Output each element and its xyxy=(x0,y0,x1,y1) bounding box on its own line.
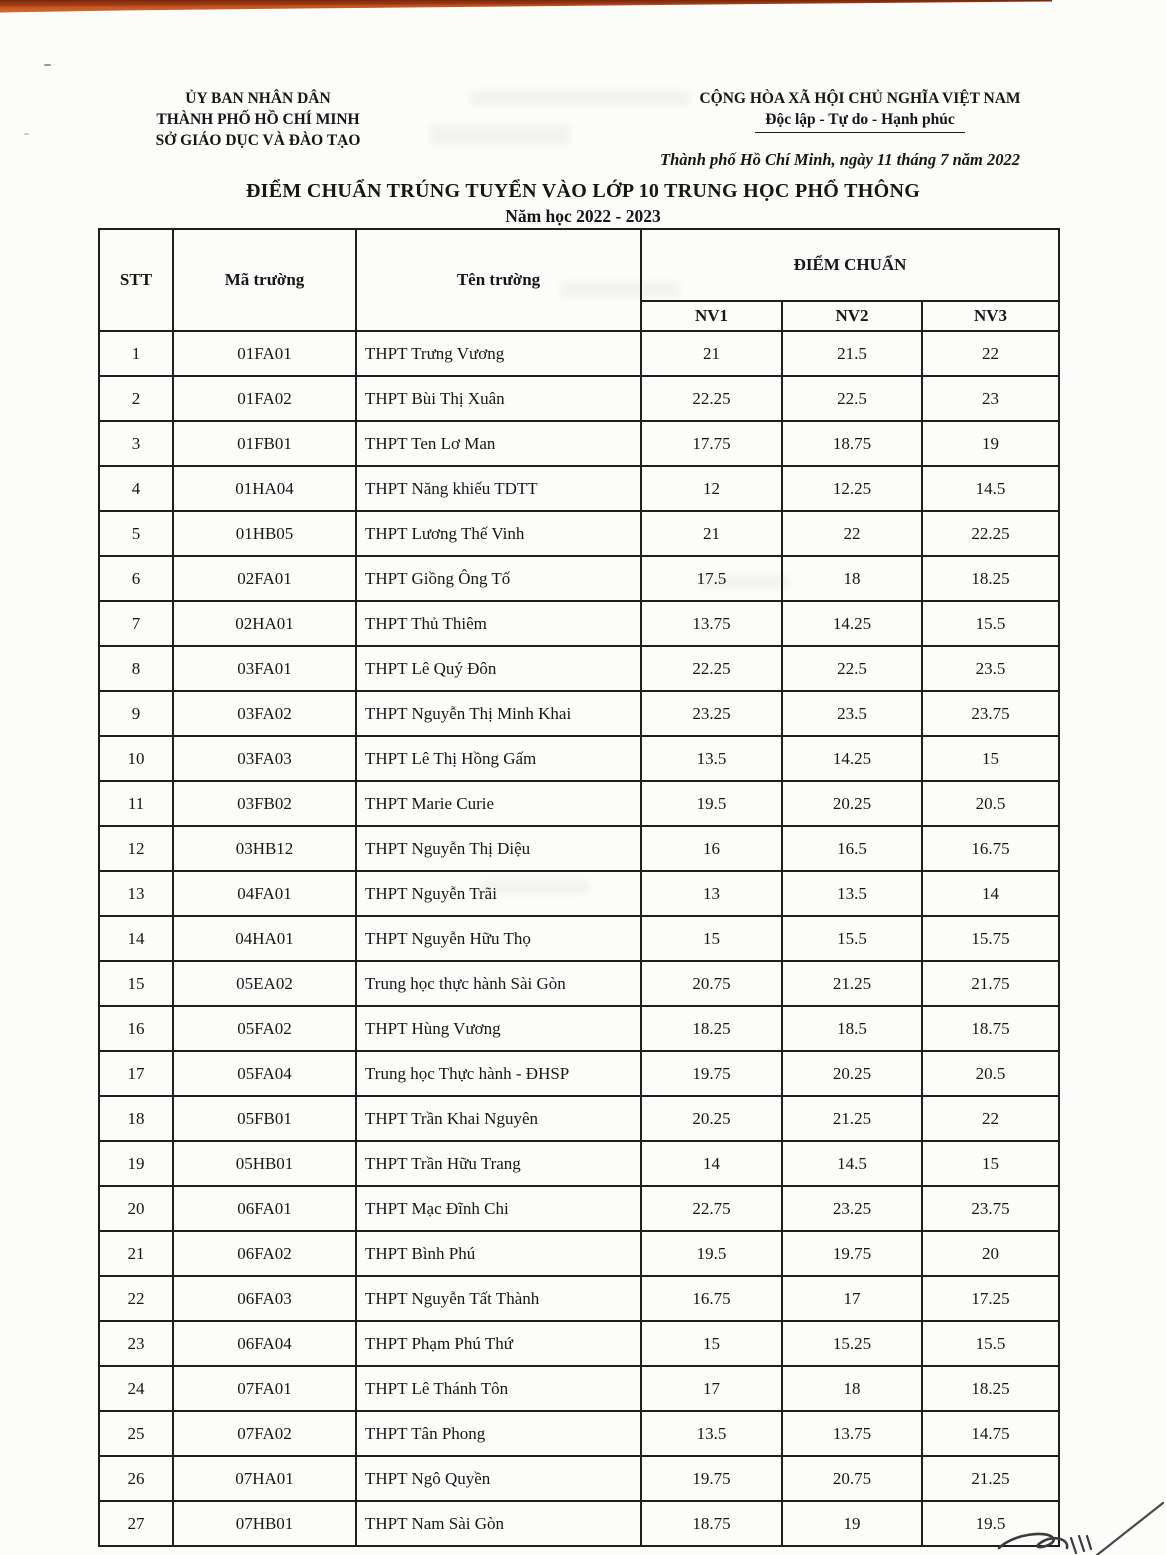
nv2-score-cell: 21.25 xyxy=(782,961,922,1006)
nv1-score-cell: 17.75 xyxy=(641,421,782,466)
nv3-score-cell: 19 xyxy=(922,421,1059,466)
nv2-score-cell: 23.5 xyxy=(782,691,922,736)
nv1-score-cell: 18.75 xyxy=(641,1501,782,1546)
nv1-score-cell: 13.5 xyxy=(641,1411,782,1456)
issuer-line-2: THÀNH PHỐ HỒ CHÍ MINH xyxy=(156,111,360,128)
stt-cell: 20 xyxy=(99,1186,173,1231)
school-code-cell: 02HA01 xyxy=(173,601,356,646)
school-code-cell: 01FA02 xyxy=(173,376,356,421)
table-row xyxy=(99,1366,1059,1411)
scan-speck xyxy=(44,64,51,66)
nv1-score-cell: 19.75 xyxy=(641,1051,782,1096)
nv3-score-cell: 18.25 xyxy=(922,556,1059,601)
school-code-cell: 05FA02 xyxy=(173,1006,356,1051)
school-name-cell: THPT Thủ Thiêm xyxy=(356,601,641,646)
nv2-score-cell: 12.25 xyxy=(782,466,922,511)
document-subtitle: Năm học 2022 - 2023 xyxy=(505,206,661,226)
table-row xyxy=(99,826,1059,871)
header-ma-truong: Mã trường xyxy=(173,229,356,331)
school-code-cell: 03FA02 xyxy=(173,691,356,736)
school-name-cell: THPT Trần Hữu Trang xyxy=(356,1141,641,1186)
nv1-score-cell: 16 xyxy=(641,826,782,871)
school-name-cell: THPT Nguyễn Thị Diệu xyxy=(356,826,641,871)
nv3-score-cell: 21.25 xyxy=(922,1456,1059,1501)
school-name-cell: THPT Nguyễn Trãi xyxy=(356,871,641,916)
nv3-score-cell: 14.5 xyxy=(922,466,1059,511)
stt-cell: 18 xyxy=(99,1096,173,1141)
nv1-score-cell: 17 xyxy=(641,1366,782,1411)
school-code-cell: 07FA02 xyxy=(173,1411,356,1456)
nv3-score-cell: 23.75 xyxy=(922,691,1059,736)
nv2-score-cell: 20.25 xyxy=(782,1051,922,1096)
nv1-score-cell: 12 xyxy=(641,466,782,511)
stt-cell: 24 xyxy=(99,1366,173,1411)
nv1-score-cell: 15 xyxy=(641,1321,782,1366)
school-code-cell: 04HA01 xyxy=(173,916,356,961)
school-name-cell: Trung học thực hành Sài Gòn xyxy=(356,961,641,1006)
header-nv3: NV3 xyxy=(922,301,1059,331)
nv1-score-cell: 20.25 xyxy=(641,1096,782,1141)
table-row xyxy=(99,916,1059,961)
nv1-score-cell: 19.5 xyxy=(641,1231,782,1276)
nv3-score-cell: 18.75 xyxy=(922,1006,1059,1051)
nv1-score-cell: 19.75 xyxy=(641,1456,782,1501)
school-code-cell: 01HA04 xyxy=(173,466,356,511)
nv1-score-cell: 17.5 xyxy=(641,556,782,601)
stt-cell: 25 xyxy=(99,1411,173,1456)
scan-speck xyxy=(24,133,29,135)
school-name-cell: THPT Nguyễn Tất Thành xyxy=(356,1276,641,1321)
header-nv2: NV2 xyxy=(782,301,922,331)
nv2-score-cell: 19.75 xyxy=(782,1231,922,1276)
nv2-score-cell: 13.75 xyxy=(782,1411,922,1456)
nv1-score-cell: 22.25 xyxy=(641,646,782,691)
nv1-score-cell: 13 xyxy=(641,871,782,916)
nv2-score-cell: 22.5 xyxy=(782,646,922,691)
nv3-score-cell: 20.5 xyxy=(922,781,1059,826)
table-header xyxy=(99,229,1059,331)
stt-cell: 9 xyxy=(99,691,173,736)
table-row xyxy=(99,1186,1059,1231)
nv2-score-cell: 22 xyxy=(782,511,922,556)
school-code-cell: 04FA01 xyxy=(173,871,356,916)
signature-squiggle xyxy=(985,1496,1166,1555)
table-row xyxy=(99,421,1059,466)
school-code-cell: 01FB01 xyxy=(173,421,356,466)
school-code-cell: 03FA03 xyxy=(173,736,356,781)
school-name-cell: Trung học Thực hành - ĐHSP xyxy=(356,1051,641,1096)
nv2-score-cell: 13.5 xyxy=(782,871,922,916)
nv1-score-cell: 15 xyxy=(641,916,782,961)
stt-cell: 21 xyxy=(99,1231,173,1276)
nv3-score-cell: 15 xyxy=(922,736,1059,781)
stt-cell: 27 xyxy=(99,1501,173,1546)
nv2-score-cell: 14.5 xyxy=(782,1141,922,1186)
school-name-cell: THPT Hùng Vương xyxy=(356,1006,641,1051)
table-row xyxy=(99,961,1059,1006)
nv2-score-cell: 17 xyxy=(782,1276,922,1321)
nv2-score-cell: 16.5 xyxy=(782,826,922,871)
school-name-cell: THPT Marie Curie xyxy=(356,781,641,826)
stt-cell: 1 xyxy=(99,331,173,376)
school-name-cell: THPT Lê Thị Hồng Gấm xyxy=(356,736,641,781)
header-diem-chuan: ĐIỂM CHUẨN xyxy=(641,229,1059,301)
table-row xyxy=(99,601,1059,646)
nv3-score-cell: 23.5 xyxy=(922,646,1059,691)
stt-cell: 12 xyxy=(99,826,173,871)
school-name-cell: THPT Nguyễn Thị Minh Khai xyxy=(356,691,641,736)
stt-cell: 17 xyxy=(99,1051,173,1096)
stt-cell: 7 xyxy=(99,601,173,646)
school-code-cell: 03HB12 xyxy=(173,826,356,871)
issuer-line-3: SỞ GIÁO DỤC VÀ ĐÀO TẠO xyxy=(155,132,361,149)
issuer-line-1: ỦY BAN NHÂN DÂN xyxy=(185,90,331,107)
school-name-cell: THPT Ngô Quyền xyxy=(356,1456,641,1501)
header-nv1: NV1 xyxy=(641,301,782,331)
nv3-score-cell: 17.25 xyxy=(922,1276,1059,1321)
nv1-score-cell: 19.5 xyxy=(641,781,782,826)
stt-cell: 10 xyxy=(99,736,173,781)
school-code-cell: 05EA02 xyxy=(173,961,356,1006)
nv2-score-cell: 18.75 xyxy=(782,421,922,466)
table-row xyxy=(99,331,1059,376)
table-row xyxy=(99,1456,1059,1501)
table-row xyxy=(99,1501,1059,1546)
nv3-score-cell: 20 xyxy=(922,1231,1059,1276)
nv3-score-cell: 22 xyxy=(922,1096,1059,1141)
stt-cell: 5 xyxy=(99,511,173,556)
nv2-score-cell: 20.25 xyxy=(782,781,922,826)
table-row xyxy=(99,1006,1059,1051)
scan-edge-band xyxy=(0,0,1166,14)
school-name-cell: THPT Trần Khai Nguyên xyxy=(356,1096,641,1141)
table-row xyxy=(99,1411,1059,1456)
nv2-score-cell: 18.5 xyxy=(782,1006,922,1051)
school-code-cell: 01HB05 xyxy=(173,511,356,556)
nv2-score-cell: 18 xyxy=(782,1366,922,1411)
nv1-score-cell: 13.75 xyxy=(641,601,782,646)
school-name-cell: THPT Năng khiếu TDTT xyxy=(356,466,641,511)
stt-cell: 16 xyxy=(99,1006,173,1051)
school-name-cell: THPT Mạc Đĩnh Chi xyxy=(356,1186,641,1231)
stt-cell: 19 xyxy=(99,1141,173,1186)
table-row xyxy=(99,691,1059,736)
nv3-score-cell: 15.75 xyxy=(922,916,1059,961)
school-name-cell: THPT Tân Phong xyxy=(356,1411,641,1456)
nv1-score-cell: 21 xyxy=(641,331,782,376)
school-name-cell: THPT Bình Phú xyxy=(356,1231,641,1276)
stt-cell: 11 xyxy=(99,781,173,826)
nv2-score-cell: 14.25 xyxy=(782,601,922,646)
stt-cell: 3 xyxy=(99,421,173,466)
table-row xyxy=(99,736,1059,781)
school-name-cell: THPT Ten Lơ Man xyxy=(356,421,641,466)
school-code-cell: 06FA04 xyxy=(173,1321,356,1366)
nv1-score-cell: 20.75 xyxy=(641,961,782,1006)
table-row xyxy=(99,1096,1059,1141)
nv2-score-cell: 14.25 xyxy=(782,736,922,781)
table-body xyxy=(99,331,1059,1546)
nv3-score-cell: 15.5 xyxy=(922,601,1059,646)
nv2-score-cell: 22.5 xyxy=(782,376,922,421)
school-code-cell: 06FA03 xyxy=(173,1276,356,1321)
nv2-score-cell: 19 xyxy=(782,1501,922,1546)
table-row xyxy=(99,556,1059,601)
table-row xyxy=(99,1141,1059,1186)
nv3-score-cell: 22 xyxy=(922,331,1059,376)
stt-cell: 2 xyxy=(99,376,173,421)
stt-cell: 4 xyxy=(99,466,173,511)
school-name-cell: THPT Phạm Phú Thứ xyxy=(356,1321,641,1366)
school-code-cell: 05FB01 xyxy=(173,1096,356,1141)
school-name-cell: THPT Lương Thế Vinh xyxy=(356,511,641,556)
score-table xyxy=(98,228,1060,1547)
nv3-score-cell: 15 xyxy=(922,1141,1059,1186)
school-code-cell: 06FA01 xyxy=(173,1186,356,1231)
issuer-block xyxy=(108,88,408,151)
nv3-score-cell: 14.75 xyxy=(922,1411,1059,1456)
table-row xyxy=(99,511,1059,556)
school-name-cell: THPT Trưng Vương xyxy=(356,331,641,376)
scan-smudge xyxy=(430,125,570,145)
republic-line: CỘNG HÒA XÃ HỘI CHỦ NGHĨA VIỆT NAM xyxy=(699,90,1021,107)
nv1-score-cell: 22.25 xyxy=(641,376,782,421)
school-code-cell: 07FA01 xyxy=(173,1366,356,1411)
nv1-score-cell: 14 xyxy=(641,1141,782,1186)
nv3-score-cell: 14 xyxy=(922,871,1059,916)
nv1-score-cell: 18.25 xyxy=(641,1006,782,1051)
school-name-cell: THPT Nam Sài Gòn xyxy=(356,1501,641,1546)
nv3-score-cell: 15.5 xyxy=(922,1321,1059,1366)
table-row xyxy=(99,1276,1059,1321)
nv1-score-cell: 22.75 xyxy=(641,1186,782,1231)
nv3-score-cell: 21.75 xyxy=(922,961,1059,1006)
school-code-cell: 07HB01 xyxy=(173,1501,356,1546)
school-code-cell: 05HB01 xyxy=(173,1141,356,1186)
school-code-cell: 01FA01 xyxy=(173,331,356,376)
stt-cell: 13 xyxy=(99,871,173,916)
republic-block xyxy=(640,88,1080,133)
school-code-cell: 06FA02 xyxy=(173,1231,356,1276)
header-stt: STT xyxy=(99,229,173,331)
school-code-cell: 05FA04 xyxy=(173,1051,356,1096)
nv3-score-cell: 23 xyxy=(922,376,1059,421)
table-row xyxy=(99,466,1059,511)
school-name-cell: THPT Bùi Thị Xuân xyxy=(356,376,641,421)
nv2-score-cell: 21.5 xyxy=(782,331,922,376)
school-name-cell: THPT Nguyễn Hữu Thọ xyxy=(356,916,641,961)
stt-cell: 22 xyxy=(99,1276,173,1321)
nv1-score-cell: 16.75 xyxy=(641,1276,782,1321)
nv2-score-cell: 21.25 xyxy=(782,1096,922,1141)
nv1-score-cell: 13.5 xyxy=(641,736,782,781)
header-ten-truong: Tên trường xyxy=(356,229,641,331)
table-row xyxy=(99,871,1059,916)
nv2-score-cell: 15.5 xyxy=(782,916,922,961)
document-title: ĐIỂM CHUẨN TRÚNG TUYỂN VÀO LỚP 10 TRUNG HỌC PHỔ THÔNG xyxy=(245,180,921,202)
school-name-cell: THPT Lê Quý Đôn xyxy=(356,646,641,691)
nv3-score-cell: 16.75 xyxy=(922,826,1059,871)
nv3-score-cell: 18.25 xyxy=(922,1366,1059,1411)
table-row xyxy=(99,646,1059,691)
school-code-cell: 03FB02 xyxy=(173,781,356,826)
stt-cell: 6 xyxy=(99,556,173,601)
stt-cell: 15 xyxy=(99,961,173,1006)
date-line: Thành phố Hồ Chí Minh, ngày 11 tháng 7 năm 2022 xyxy=(660,150,1020,169)
nv3-score-cell: 20.5 xyxy=(922,1051,1059,1096)
school-name-cell: THPT Giồng Ông Tố xyxy=(356,556,641,601)
stt-cell: 26 xyxy=(99,1456,173,1501)
nv2-score-cell: 23.25 xyxy=(782,1186,922,1231)
school-code-cell: 03FA01 xyxy=(173,646,356,691)
table-row xyxy=(99,781,1059,826)
school-name-cell: THPT Lê Thánh Tôn xyxy=(356,1366,641,1411)
table-row xyxy=(99,376,1059,421)
stt-cell: 14 xyxy=(99,916,173,961)
school-code-cell: 07HA01 xyxy=(173,1456,356,1501)
nv3-score-cell: 19.5 xyxy=(922,1501,1059,1546)
nv1-score-cell: 21 xyxy=(641,511,782,556)
nv3-score-cell: 23.75 xyxy=(922,1186,1059,1231)
nv1-score-cell: 23.25 xyxy=(641,691,782,736)
school-code-cell: 02FA01 xyxy=(173,556,356,601)
stt-cell: 8 xyxy=(99,646,173,691)
nv2-score-cell: 20.75 xyxy=(782,1456,922,1501)
nv2-score-cell: 18 xyxy=(782,556,922,601)
motto-line: Độc lập - Tự do - Hạnh phúc xyxy=(755,109,964,133)
stt-cell: 23 xyxy=(99,1321,173,1366)
nv2-score-cell: 15.25 xyxy=(782,1321,922,1366)
table-row xyxy=(99,1231,1059,1276)
table-row xyxy=(99,1321,1059,1366)
table-row xyxy=(99,1051,1059,1096)
nv3-score-cell: 22.25 xyxy=(922,511,1059,556)
